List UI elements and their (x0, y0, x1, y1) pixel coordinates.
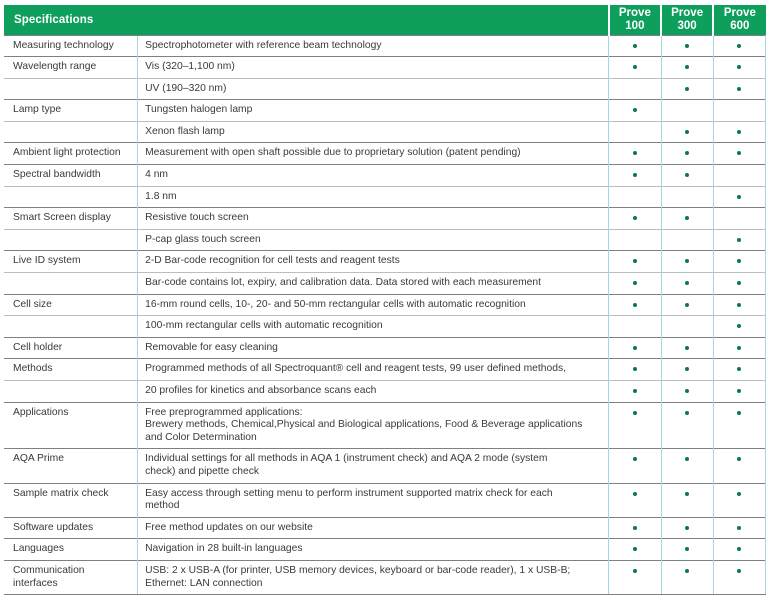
model-brand: Prove (618, 7, 651, 20)
available-dot-icon (633, 547, 637, 551)
availability-cell-prove-600 (713, 449, 765, 483)
available-dot-icon (633, 44, 637, 48)
model-brand: Prove (671, 7, 704, 20)
table-row (4, 208, 766, 230)
spec-label-cell (4, 165, 138, 187)
available-dot-icon (685, 526, 689, 530)
spec-detail-line: Tungsten halogen lamp (145, 104, 253, 116)
spec-label-cell (4, 100, 138, 122)
availability-cell-prove-100 (609, 294, 661, 316)
table-row (4, 294, 766, 316)
table-row (4, 273, 766, 295)
spec-detail-cell (138, 100, 609, 122)
availability-cell-prove-300 (661, 517, 713, 539)
spec-detail-line: 2-D Bar-code recognition for cell tests and reagent tests (145, 255, 400, 267)
spec-label-cell (4, 78, 138, 100)
available-dot-icon (633, 108, 637, 112)
available-dot-icon (685, 492, 689, 496)
spec-detail-line: 1.8 nm (145, 190, 177, 202)
spec-detail-cell (138, 273, 609, 295)
spec-detail-line: method (145, 500, 180, 512)
availability-cell-prove-300 (661, 359, 713, 381)
availability-cell-prove-100 (609, 35, 661, 57)
spec-label-cell (4, 560, 138, 594)
availability-cell-prove-600 (713, 251, 765, 273)
spec-detail-cell (138, 359, 609, 381)
available-dot-icon (685, 216, 689, 220)
spec-detail-cell (138, 208, 609, 230)
available-dot-icon (633, 173, 637, 177)
availability-cell-prove-100 (609, 229, 661, 251)
available-dot-icon (633, 151, 637, 155)
spec-label-line: AQA Prime (13, 453, 64, 465)
availability-cell-prove-100 (609, 57, 661, 79)
table-row (4, 381, 766, 403)
available-dot-icon (685, 389, 689, 393)
available-dot-icon (685, 259, 689, 263)
available-dot-icon (737, 367, 741, 371)
availability-cell-prove-100 (609, 165, 661, 187)
availability-cell-prove-300 (661, 35, 713, 57)
spec-detail-cell (138, 449, 609, 483)
availability-cell-prove-300 (661, 100, 713, 122)
availability-cell-prove-600 (713, 186, 765, 208)
spec-detail-line: Navigation in 28 built-in languages (145, 543, 303, 555)
availability-cell-prove-100 (609, 539, 661, 561)
spec-detail-cell (138, 186, 609, 208)
available-dot-icon (685, 367, 689, 371)
available-dot-icon (685, 457, 689, 461)
available-dot-icon (685, 130, 689, 134)
model-number: 300 (677, 19, 697, 32)
available-dot-icon (737, 411, 741, 415)
available-dot-icon (737, 547, 741, 551)
availability-cell-prove-300 (661, 251, 713, 273)
spec-detail-cell (138, 337, 609, 359)
spec-detail-cell (138, 539, 609, 561)
table-row (4, 402, 766, 449)
spec-detail-line: 20 profiles for kinetics and absorbance scans each (145, 385, 377, 396)
table-row (4, 165, 766, 187)
specifications-header: Specifications (4, 5, 609, 35)
availability-cell-prove-600 (713, 359, 765, 381)
spec-detail-line: P-cap glass touch screen (145, 233, 261, 245)
availability-cell-prove-100 (609, 359, 661, 381)
available-dot-icon (737, 259, 741, 263)
availability-cell-prove-300 (661, 229, 713, 251)
table-body (4, 35, 766, 595)
table-row (4, 121, 766, 143)
spec-label-line: Methods (13, 363, 53, 375)
spec-label-cell (4, 186, 138, 208)
table-row (4, 35, 766, 57)
availability-cell-prove-600 (713, 337, 765, 359)
spec-label-cell (4, 483, 138, 517)
available-dot-icon (737, 195, 741, 199)
table-row (4, 251, 766, 273)
spec-detail-line: Spectrophotometer with reference beam technology (145, 39, 382, 51)
available-dot-icon (737, 87, 741, 91)
availability-cell-prove-300 (661, 402, 713, 449)
available-dot-icon (737, 238, 741, 242)
model-number: 100 (625, 19, 645, 32)
spec-detail-line: Free preprogrammed applications: (145, 406, 303, 418)
spec-detail-cell (138, 483, 609, 517)
availability-cell-prove-300 (661, 381, 713, 403)
spec-label-cell (4, 143, 138, 165)
spec-detail-cell (138, 57, 609, 79)
availability-cell-prove-300 (661, 121, 713, 143)
spec-detail-line: Programmed methods of all Spectroquant® cell and reagent tests, 99 user defined methods, (145, 363, 566, 375)
availability-cell-prove-600 (713, 539, 765, 561)
availability-cell-prove-100 (609, 208, 661, 230)
available-dot-icon (633, 65, 637, 69)
available-dot-icon (685, 569, 689, 573)
spec-label-line: Communication (13, 564, 85, 576)
spec-detail-line: Brewery methods, Chemical,Physical and Biological applications, Food & Beverage applications (145, 419, 583, 431)
availability-cell-prove-600 (713, 78, 765, 100)
available-dot-icon (737, 151, 741, 155)
availability-cell-prove-100 (609, 449, 661, 483)
spec-detail-line: Vis (320–1,100 nm) (145, 61, 235, 73)
available-dot-icon (633, 526, 637, 530)
spec-label-line: Wavelength range (13, 61, 97, 73)
table-row (4, 449, 766, 483)
spec-detail-cell (138, 251, 609, 273)
spec-detail-line: 16-mm round cells, 10-, 20- and 50-mm rectangular cells with automatic recognition (145, 298, 526, 310)
availability-cell-prove-600 (713, 560, 765, 594)
spec-detail-cell (138, 78, 609, 100)
spec-label-cell (4, 35, 138, 57)
spec-label-cell (4, 294, 138, 316)
spec-label-line: Ambient light protection (13, 147, 121, 159)
available-dot-icon (633, 346, 637, 350)
availability-cell-prove-300 (661, 294, 713, 316)
spec-label-cell (4, 57, 138, 79)
availability-cell-prove-100 (609, 560, 661, 594)
spec-detail-line: and Color Determination (145, 431, 257, 443)
model-header-prove-600 (713, 5, 765, 35)
available-dot-icon (633, 216, 637, 220)
available-dot-icon (685, 173, 689, 177)
availability-cell-prove-600 (713, 100, 765, 122)
availability-cell-prove-600 (713, 381, 765, 403)
available-dot-icon (633, 492, 637, 496)
spec-detail-cell (138, 143, 609, 165)
table-row (4, 100, 766, 122)
availability-cell-prove-100 (609, 251, 661, 273)
available-dot-icon (685, 44, 689, 48)
available-dot-icon (685, 151, 689, 155)
available-dot-icon (737, 303, 741, 307)
availability-cell-prove-100 (609, 337, 661, 359)
spec-label-line: Live ID system (13, 255, 81, 267)
specifications-table (4, 5, 766, 595)
available-dot-icon (633, 259, 637, 263)
availability-cell-prove-100 (609, 78, 661, 100)
available-dot-icon (685, 411, 689, 415)
table-header (4, 5, 766, 35)
spec-detail-line: Measurement with open shaft possible due to proprietary solution (patent pending) (145, 147, 521, 159)
availability-cell-prove-100 (609, 517, 661, 539)
availability-cell-prove-300 (661, 273, 713, 295)
table-row (4, 483, 766, 517)
spec-label-line: Software updates (13, 521, 94, 533)
spec-label-cell (4, 449, 138, 483)
available-dot-icon (633, 281, 637, 285)
spec-label-cell (4, 402, 138, 449)
availability-cell-prove-100 (609, 402, 661, 449)
table-row (4, 229, 766, 251)
availability-cell-prove-600 (713, 165, 765, 187)
spec-label-cell (4, 316, 138, 338)
spec-detail-line: 4 nm (145, 169, 169, 181)
spec-label-cell (4, 539, 138, 561)
spec-detail-cell (138, 165, 609, 187)
spec-label-cell (4, 273, 138, 295)
table-row (4, 337, 766, 359)
spec-label-line: Applications (13, 406, 69, 418)
availability-cell-prove-300 (661, 560, 713, 594)
availability-cell-prove-300 (661, 539, 713, 561)
spec-detail-cell (138, 517, 609, 539)
table-row (4, 316, 766, 338)
spec-label-cell (4, 229, 138, 251)
available-dot-icon (737, 526, 741, 530)
spec-detail-line: 100-mm rectangular cells with automatic recognition (145, 320, 383, 332)
available-dot-icon (737, 130, 741, 134)
spec-label-line: Measuring technology (13, 39, 114, 51)
available-dot-icon (685, 303, 689, 307)
spec-label-line: Sample matrix check (13, 487, 109, 499)
spec-detail-line: Removable for easy cleaning (145, 341, 278, 353)
availability-cell-prove-100 (609, 121, 661, 143)
spec-label-cell (4, 208, 138, 230)
availability-cell-prove-600 (713, 273, 765, 295)
table-row (4, 57, 766, 79)
spec-detail-cell (138, 381, 609, 403)
availability-cell-prove-300 (661, 337, 713, 359)
table-row (4, 517, 766, 539)
available-dot-icon (685, 65, 689, 69)
spec-detail-line: check) and pipette check (145, 465, 260, 477)
spec-detail-line: USB: 2 x USB-A (for printer, USB memory devices, keyboard or bar-code reader), 1 x USB-B; (145, 564, 571, 576)
spec-label-cell (4, 337, 138, 359)
spec-label-line: Languages (13, 543, 64, 555)
table-row (4, 186, 766, 208)
availability-cell-prove-300 (661, 483, 713, 517)
spec-detail-cell (138, 402, 609, 449)
spec-detail-line: UV (190–320 nm) (145, 82, 227, 94)
available-dot-icon (737, 457, 741, 461)
spec-detail-cell (138, 294, 609, 316)
availability-cell-prove-100 (609, 483, 661, 517)
available-dot-icon (737, 324, 741, 328)
availability-cell-prove-100 (609, 186, 661, 208)
spec-detail-line: Ethernet: LAN connection (145, 577, 263, 589)
availability-cell-prove-300 (661, 208, 713, 230)
availability-cell-prove-600 (713, 208, 765, 230)
availability-cell-prove-100 (609, 381, 661, 403)
available-dot-icon (737, 281, 741, 285)
availability-cell-prove-600 (713, 402, 765, 449)
availability-cell-prove-600 (713, 143, 765, 165)
table-row (4, 539, 766, 561)
availability-cell-prove-300 (661, 316, 713, 338)
available-dot-icon (633, 303, 637, 307)
availability-cell-prove-100 (609, 100, 661, 122)
availability-cell-prove-600 (713, 316, 765, 338)
spec-detail-cell (138, 121, 609, 143)
model-brand: Prove (723, 7, 756, 20)
available-dot-icon (737, 492, 741, 496)
spec-detail-cell (138, 229, 609, 251)
spec-label-line: interfaces (13, 577, 58, 589)
spec-detail-line: Individual settings for all methods in AQA 1 (instrument check) and AQA 2 mode (system (145, 453, 548, 465)
model-header-prove-300 (661, 5, 713, 35)
table-row (4, 78, 766, 100)
availability-cell-prove-600 (713, 229, 765, 251)
availability-cell-prove-100 (609, 316, 661, 338)
availability-cell-prove-300 (661, 449, 713, 483)
available-dot-icon (633, 367, 637, 371)
spec-detail-line: Resistive touch screen (145, 212, 249, 224)
availability-cell-prove-600 (713, 294, 765, 316)
available-dot-icon (737, 389, 741, 393)
availability-cell-prove-100 (609, 143, 661, 165)
spec-label-cell (4, 251, 138, 273)
availability-cell-prove-300 (661, 165, 713, 187)
spec-detail-line: Bar-code contains lot, expiry, and calibration data. Data stored with each measurement (145, 277, 541, 289)
spec-detail-line: Xenon flash lamp (145, 125, 225, 137)
availability-cell-prove-600 (713, 57, 765, 79)
header-row (4, 5, 766, 35)
spec-label-cell (4, 381, 138, 403)
available-dot-icon (737, 65, 741, 69)
availability-cell-prove-600 (713, 121, 765, 143)
availability-cell-prove-300 (661, 78, 713, 100)
available-dot-icon (685, 281, 689, 285)
availability-cell-prove-300 (661, 57, 713, 79)
availability-cell-prove-600 (713, 517, 765, 539)
availability-cell-prove-300 (661, 143, 713, 165)
spec-label-line: Lamp type (13, 104, 62, 116)
spec-detail-cell (138, 316, 609, 338)
spec-detail-cell (138, 35, 609, 57)
spec-label-line: Cell size (13, 298, 52, 310)
table-row (4, 560, 766, 594)
availability-cell-prove-600 (713, 483, 765, 517)
spec-detail-cell (138, 560, 609, 594)
availability-cell-prove-300 (661, 186, 713, 208)
spec-label-cell (4, 359, 138, 381)
spec-detail-line: Free method updates on our website (145, 521, 313, 533)
spec-label-line: Spectral bandwidth (13, 169, 101, 181)
available-dot-icon (633, 569, 637, 573)
table-row (4, 359, 766, 381)
model-number: 600 (730, 19, 750, 32)
available-dot-icon (685, 87, 689, 91)
model-header-prove-100 (609, 5, 661, 35)
spec-label-line: Cell holder (13, 341, 63, 353)
spec-label-line: Smart Screen display (13, 212, 111, 224)
available-dot-icon (633, 411, 637, 415)
available-dot-icon (737, 569, 741, 573)
spec-label-cell (4, 121, 138, 143)
available-dot-icon (737, 44, 741, 48)
availability-cell-prove-600 (713, 35, 765, 57)
available-dot-icon (633, 389, 637, 393)
available-dot-icon (685, 346, 689, 350)
available-dot-icon (633, 457, 637, 461)
available-dot-icon (737, 346, 741, 350)
availability-cell-prove-100 (609, 273, 661, 295)
table-row (4, 143, 766, 165)
available-dot-icon (685, 547, 689, 551)
spec-detail-line: Easy access through setting menu to perform instrument supported matrix check for each (145, 487, 553, 499)
spec-label-cell (4, 517, 138, 539)
